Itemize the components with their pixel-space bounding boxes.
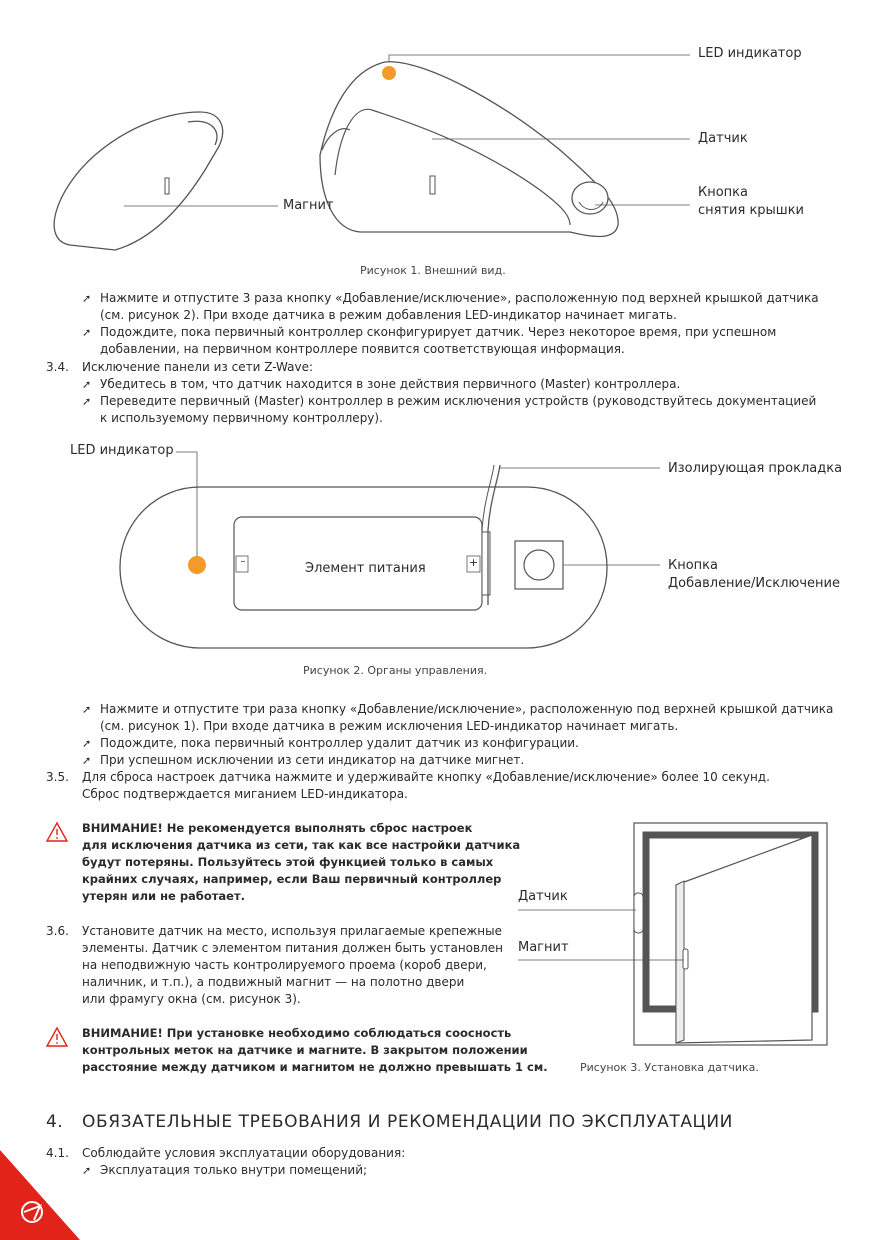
arrow-bullet-icon: ➚ <box>82 326 92 339</box>
list-item: ➚ Подождите, пока первичный контроллер удалит датчик из конфигурации. <box>82 736 579 750</box>
section-number: 3.6. <box>46 924 69 938</box>
warning-text: для исключения датчика из сети, так как все настройки датчика <box>82 838 521 852</box>
section-text: Для сброса настроек датчика нажмите и удерживайте кнопку «Добавление/исключение» более 10 секунд. <box>82 770 770 784</box>
fig1-magnet-label: Магнит <box>283 198 334 213</box>
arrow-bullet-icon: ➚ <box>82 395 92 408</box>
list-item-cont: добавлении, на первичном контроллере появится соответствующая информация. <box>100 342 625 356</box>
fig3-sensor-label: Датчик <box>518 889 568 904</box>
fig1-sensor-label: Датчик <box>698 131 748 146</box>
list-item: ➚ Нажмите и отпустите 3 раза кнопку «Добавление/исключение», расположенную под верхней крышкой датчика <box>82 291 819 305</box>
section-number: 4.1. <box>46 1146 69 1160</box>
warning-text: ВНИМАНИЕ! При установке необходимо соблюдаться соосность <box>82 1026 512 1040</box>
brand-logo-icon <box>0 1150 80 1240</box>
list-item: ➚ Убедитесь в том, что датчик находится в зоне действия первичного (Master) контроллера. <box>82 377 681 391</box>
fig1-caption: Рисунок 1. Внешний вид. <box>360 264 506 277</box>
fig1-led-label: LED индикатор <box>698 46 802 61</box>
arrow-bullet-icon: ➚ <box>82 754 92 767</box>
section-text: Соблюдайте условия эксплуатации оборудования: <box>82 1146 406 1160</box>
fig3-caption: Рисунок 3. Установка датчика. <box>580 1061 759 1074</box>
list-item: ➚ Подождите, пока первичный контроллер сконфигурирует датчик. Через некоторое время, при успешном <box>82 325 777 339</box>
section-text: Исключение панели из сети Z-Wave: <box>82 360 314 374</box>
warning-text: утерян или не работает. <box>82 889 245 903</box>
section-text: или фрамугу окна (см. рисунок 3). <box>82 992 301 1006</box>
warning-text: расстояние между датчиком и магнитом не должно превышать 1 см. <box>82 1060 548 1074</box>
plus-terminal: + <box>468 556 479 569</box>
fig2-strip-label: Изолирующая прокладка <box>668 461 843 476</box>
section-number: 3.4. <box>46 360 69 374</box>
minus-terminal: – <box>240 556 246 567</box>
fig3-magnet-label: Магнит <box>518 940 569 955</box>
list-item-cont: (см. рисунок 1). При входе датчика в режим исключения LED-индикатор начинает мигать. <box>100 719 679 733</box>
warning-text: крайних случаях, например, если Ваш первичный контроллер <box>82 872 502 886</box>
section-text: наличник, и т.п.), а подвижный магнит — на полотно двери <box>82 975 465 989</box>
warning-text: ВНИМАНИЕ! Не рекомендуется выполнять сброс настроек <box>82 821 473 835</box>
fig2-button-label-2: Добавление/Исключение <box>668 576 840 591</box>
arrow-bullet-icon: ➚ <box>82 737 92 750</box>
list-item: ➚ Эксплуатация только внутри помещений; <box>82 1163 368 1177</box>
arrow-bullet-icon: ➚ <box>82 703 92 716</box>
list-item: ➚ Нажмите и отпустите три раза кнопку «Добавление/исключение», расположенную под верхней крышкой датчика <box>82 702 834 716</box>
list-item: ➚ При успешном исключении из сети индикатор на датчике мигнет. <box>82 753 525 767</box>
list-item: ➚ Переведите первичный (Master) контроллер в режим исключения устройств (руководствуйтесь документацией <box>82 394 817 408</box>
fig1-button-label-1: Кнопка <box>698 185 749 200</box>
fig2-button-label-1: Кнопка <box>668 558 719 573</box>
list-item-cont: (см. рисунок 2). При входе датчика в режим добавления LED-индикатор начинает мигать. <box>100 308 677 322</box>
warning-text: будут потеряны. Пользуйтесь этой функцией только в самых <box>82 855 494 869</box>
warning-text: контрольных меток на датчике и магните. В закрытом положении <box>82 1043 528 1057</box>
section-number: 3.5. <box>46 770 69 784</box>
arrow-bullet-icon: ➚ <box>82 292 92 305</box>
arrow-bullet-icon: ➚ <box>82 1164 92 1177</box>
section-text: элементы. Датчик с элементом питания должен быть установлен <box>82 941 503 955</box>
section-text: на неподвижную часть контролируемого проема (короб двери, <box>82 958 487 972</box>
section-text: Сброс подтверждается миганием LED-индикатора. <box>82 787 408 801</box>
fig2-caption: Рисунок 2. Органы управления. <box>303 664 488 677</box>
fig2-led-label: LED индикатор <box>70 443 174 458</box>
section-text: Установите датчик на место, используя прилагаемые крепежные <box>82 924 502 938</box>
arrow-bullet-icon: ➚ <box>82 378 92 391</box>
section-heading-number: 4. <box>46 1112 64 1132</box>
fig2-battery-label: Элемент питания <box>305 561 426 576</box>
section-heading: ОБЯЗАТЕЛЬНЫЕ ТРЕБОВАНИЯ И РЕКОМЕНДАЦИИ ПО ЭКСПЛУАТАЦИИ <box>82 1112 733 1132</box>
list-item-cont: к используемому первичному контроллеру). <box>100 411 383 425</box>
fig1-button-label-2: снятия крышки <box>698 203 805 218</box>
